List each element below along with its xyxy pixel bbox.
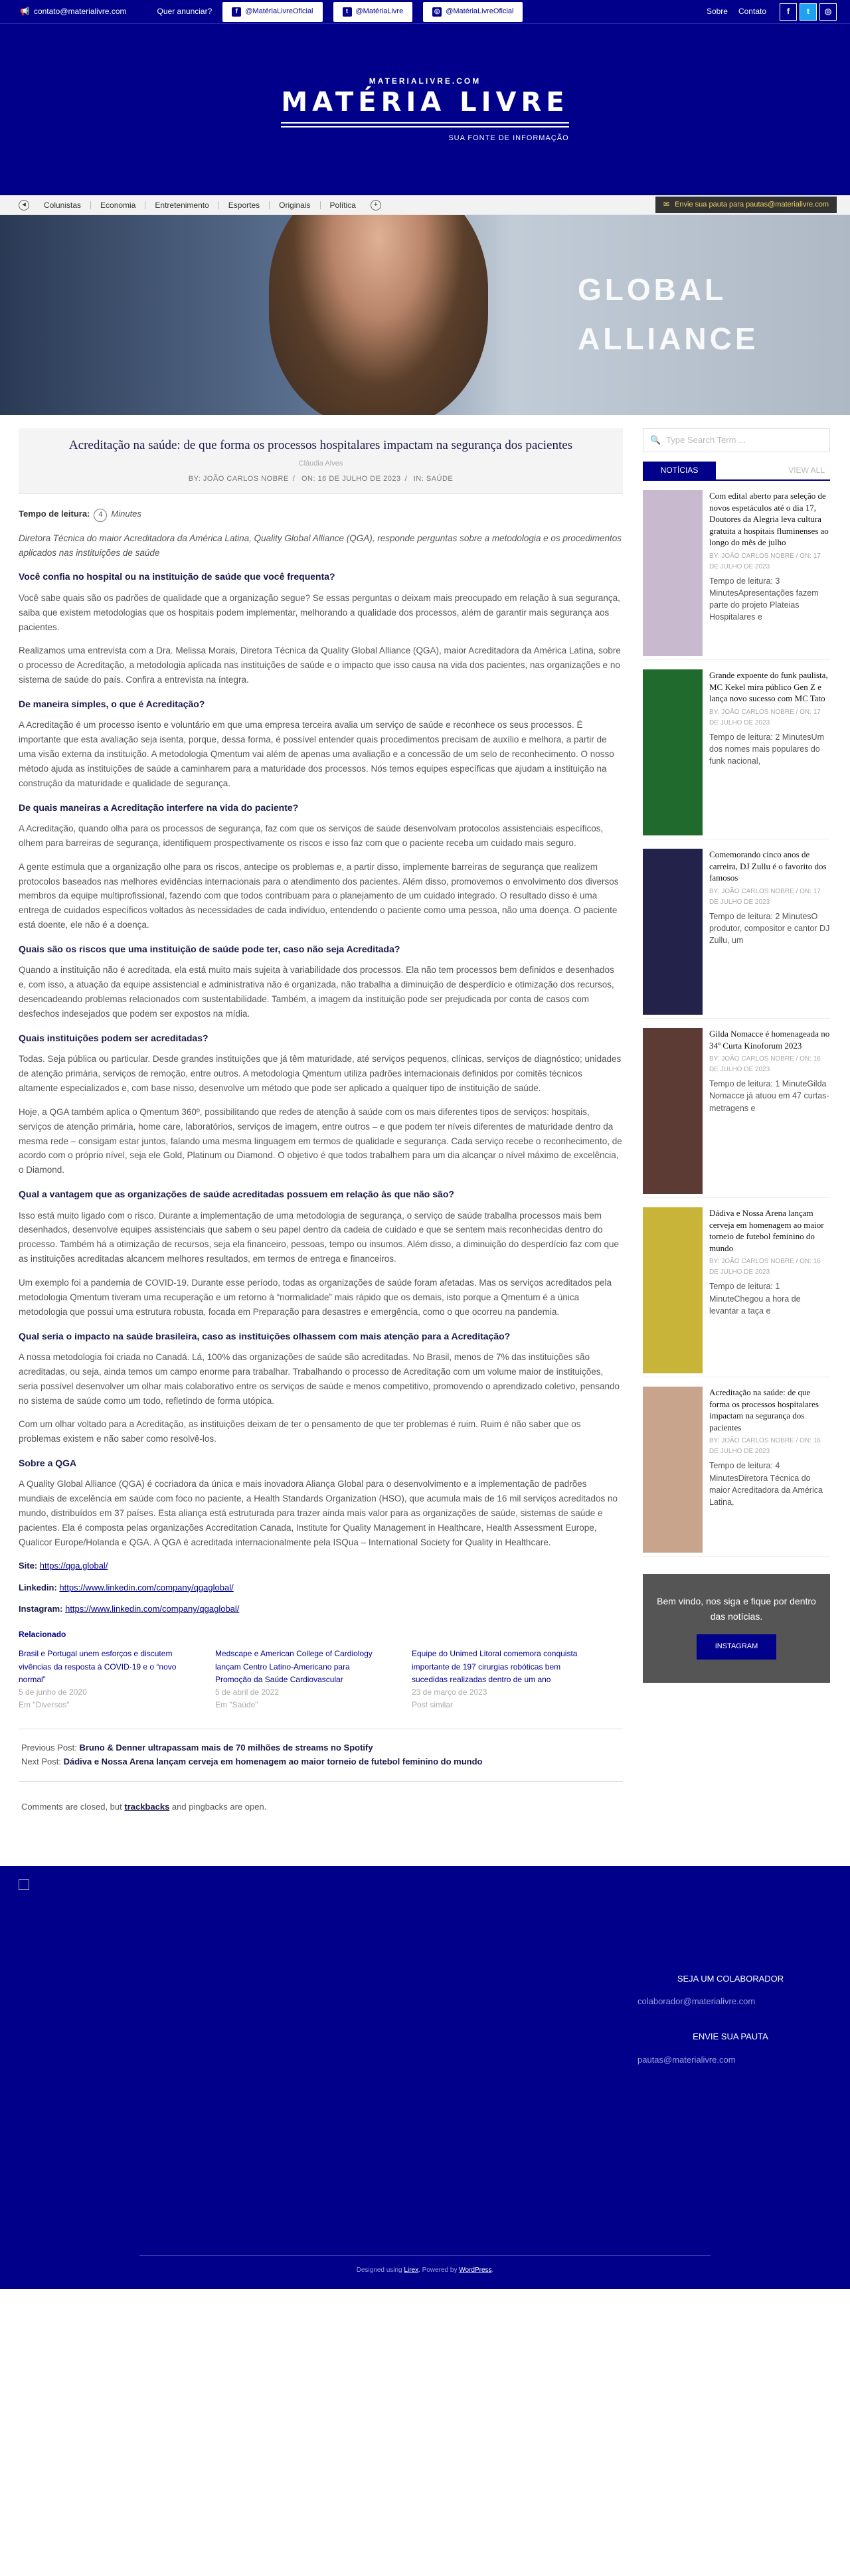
news-excerpt: Tempo de leitura: 2 MinutesO produtor, compositor e cantor DJ Zullu, um — [709, 911, 830, 946]
news-meta: BY: JOÃO CARLOS NOBRE / ON: 16 DE JULHO DE 2023 — [709, 1258, 821, 1276]
news-meta: BY: JOÃO CARLOS NOBRE / ON: 17 DE JULHO DE 2023 — [709, 708, 821, 727]
paragraph: Todas. Seja pública ou particular. Desde grandes instituições que já têm maturidade, até serviços pequenos, clínicas, serviços de diagnóstico; unidades de atenção primária, serviços de remoção, entre outros. A metodologia Qmentum utiliza padrões internacionais definidos por comitês técnicos altamente especializados e, com base nisso, desenvolve um método que pode ser aplicado a qualquer tipo de instituição de saúde. — [19, 1054, 622, 1093]
news-item[interactable] — [643, 839, 830, 1019]
news-excerpt: Tempo de leitura: 1 MinuteGilda Nomacce já atuou em 47 curtas-metragens e — [709, 1079, 829, 1113]
image-credit: Cláudia Alves — [298, 459, 343, 468]
news-thumbnail[interactable] — [643, 1387, 703, 1553]
main-nav — [0, 195, 850, 215]
news-thumbnail[interactable] — [643, 1207, 703, 1373]
news-item[interactable] — [643, 481, 830, 660]
nav-item-esportes[interactable]: Esportes — [219, 201, 270, 209]
news-title[interactable]: Acreditação na saúde: de que forma os processos hospitalares impactam na segurança dos pacientes — [709, 1387, 819, 1432]
paragraph: Isso está muito ligado com o risco. Durante a implementação de uma metodologia de segurança, o serviço de saúde trabalha processos mais bem desenhados, desenvolve equipes assistenciais que sabem o seu papel dentro da cadeia de cuidado e que se sentem mais reconhecidas dentro do processo. Também há a otimização de recursos, seja ela financeiro, pessoas, tempo ou insumos. Além disso, a diminuição do desperdício faz com que as instituições acreditadas alcancem melhores resultados, em termos de entrega e financeiros. — [19, 1210, 619, 1264]
paragraph: A Quality Global Alliance (QGA) é cocriadora da única e mais inovadora Aliança Global para o desenvolvimento e a implementação de padrões mundiais de excelência em saúde com foco no paciente, a Health Standards Organization (HSO), que acumula mais de 16 mil serviços acreditados no mundo, distribuídos em 37 países. Esta aliança está estruturada para trazer ainda mais valor para as organizações de saúde, sistemas de saúde e pacientes. Ela é composta pelas organizações Accreditation Canada, Institute for Quality Management in Healthcare, Health Assessment Europe, Qualicor Europe/Holanda e QGA. A QGA é acreditada internacionalmente pela ISQua – International Society for Quality in Healthcare. — [19, 1479, 618, 1547]
site-link-row: Site: https://qga.global/ — [19, 1560, 108, 1571]
related-link[interactable]: Equipe do Unimed Litoral comemora conquista importante de 197 cirurgias robóticas bem sucedidas realizadas dentro de um ano — [412, 1649, 578, 1684]
related-title: Relacionado — [19, 1630, 66, 1640]
news-meta: BY: JOÃO CARLOS NOBRE / ON: 17 DE JULHO DE 2023 — [709, 552, 821, 570]
heading: Qual seria o impacto na saúde brasileira, caso as instituições olhassem com mais atenção para a Acreditação? — [19, 1330, 511, 1341]
related-link[interactable]: Brasil e Portugal unem esforços e discutem vivências da resposta à COVID-19 e o “novo normal” — [19, 1649, 177, 1684]
twitter-icon[interactable]: t — [800, 3, 817, 21]
news-excerpt: Tempo de leitura: 4 MinutesDiretora Técnica do maior Acreditadora da América Latina, — [709, 1461, 823, 1507]
news-thumbnail[interactable] — [643, 1028, 703, 1194]
news-thumbnail[interactable] — [643, 849, 703, 1015]
news-item[interactable] — [643, 1019, 830, 1198]
paragraph: Você sabe quais são os padrões de qualidade que a organização segue? Se essas perguntas o deixam mais preocupado em relação à sua segurança, saiba que existem metodologias que os hospitais podem implementar, melhorando a qualidade dos processos, além de garantir mais segurança aos pacientes. — [19, 592, 620, 632]
news-item[interactable] — [643, 1377, 830, 1557]
heading: Quais são os riscos que uma instituição de saúde pode ter, caso não seja Acreditada? — [19, 944, 400, 955]
paragraph: A Acreditação é um processo isento e voluntário em que uma empresa terceira avalia um serviço de saúde e reconhece os seus processos. É importante que esta avaliação seja isenta, porque, dessa forma, é possível entender quais procedimentos precisam de auxílio e melhora, a partir de uma visão externa da instituição. A metodologia Qmentum vai além de apenas uma avaliação e a concessão de um selo de reconhecimento. O nosso método ajuda as instituições de saúde a caminharem para a maturidade dos processos. Nós temos equipes específicas que ajudam a instituição na construção da maturidade e qualidade de segurança. — [19, 720, 614, 788]
post-author[interactable]: BY: JOÃO CARLOS NOBRE — [188, 475, 289, 483]
linkedin-link-row: Linkedin: https://www.linkedin.com/company/qgaglobal/ — [19, 1582, 234, 1592]
nav-item-originais[interactable]: Originais — [270, 201, 320, 209]
search-icon: 🔍 — [650, 434, 661, 445]
heading: De maneira simples, o que é Acreditação? — [19, 698, 205, 709]
instagram-link[interactable]: https://www.linkedin.com/company/qgaglobal/ — [65, 1604, 240, 1614]
post-category[interactable]: IN: SAÚDE — [413, 475, 454, 483]
mail-icon: ✉ — [663, 200, 670, 209]
site-link[interactable]: https://qga.global/ — [39, 1560, 108, 1571]
facebook-button[interactable]: f @MatériaLivreOficial — [222, 2, 322, 22]
paragraph: Quando a instituição não é acreditada, ela está muito mais sujeita à variabilidade dos processos. Ela não tem processos bem definidos e desenhados e, com isso, a atuação da equipe assistencial e administrativa não é organizada, não trabalha a diminuição de desperdício e otimização dos recursos, desencadeando problemas relacionados com sustentabilidade. Também, a imagem da instituição pode ser prejudicada por conta de casos com desfechos indesejados que podem ser expostos na mídia. — [19, 965, 614, 1019]
article-column — [19, 428, 623, 1840]
news-title[interactable]: Dádiva e Nossa Arena lançam cerveja em homenagem ao maior torneio de futebol feminino do mundo — [709, 1208, 824, 1253]
quer-anunciar-link[interactable]: Quer anunciar? — [157, 6, 212, 16]
follow-box: Bem vindo, nos siga e fique por dentro das notícias. INSTAGRAM — [643, 1574, 830, 1683]
contato-link[interactable]: Contato — [738, 6, 766, 16]
pauta-email[interactable]: pautas@materialivre.com — [638, 2055, 736, 2065]
twitter-button[interactable]: t @MatériaLivre — [333, 2, 413, 22]
news-thumbnail[interactable] — [643, 490, 703, 656]
news-item[interactable] — [643, 1198, 830, 1377]
instagram-icon[interactable]: ◎ — [819, 3, 837, 21]
person-photo — [269, 215, 488, 415]
next-post-link[interactable]: Dádiva e Nossa Arena lançam cerveja em homenagem ao maior torneio de futebol feminino do mundo — [63, 1757, 483, 1767]
nav-item-entretenimento[interactable]: Entretenimento — [145, 201, 218, 209]
nav-left-icon[interactable]: ◂ — [19, 200, 29, 211]
nav-item-politica[interactable]: Política — [329, 200, 356, 210]
pauta-banner[interactable]: ✉ Envie sua pauta para pautas@materialivre.com — [655, 197, 837, 214]
heading: Você confia no hospital ou na instituição de saúde que você frequenta? — [19, 571, 335, 582]
view-all-link[interactable]: VIEW ALL — [788, 466, 825, 475]
news-thumbnail[interactable] — [643, 669, 703, 835]
collaborator-email[interactable]: colaborador@materialivre.com — [638, 1996, 756, 2007]
post-header — [19, 428, 623, 494]
sobre-link[interactable]: Sobre — [706, 6, 728, 16]
instagram-follow-button[interactable]: INSTAGRAM — [697, 1634, 777, 1660]
news-meta: BY: JOÃO CARLOS NOBRE / ON: 16 DE JULHO DE 2023 — [709, 1055, 821, 1074]
paragraph: A gente estimula que a organização olhe para os riscos, antecipe os problemas e, a partir disso, implemente barreiras de segurança que realizem protocolos baseados nas melhores evidências internacionais para o atendimento dos pacientes. Além disso, promovemos o envolvimento dos diversos membros da equipe multiprofissional, fazendo com que todos contribuam para o planejamento de um cuidado integrado. O resultado disso é uma entrega de cuidados específicos voltados às necessidades de cada indivíduo, entendendo o paciente como uma pessoa, não uma doença. O paciente está doente, ele não é a doença. — [19, 861, 619, 930]
paragraph: Um exemplo foi a pandemia de COVID-19. Durante esse período, todas as organizações de saúde foram afetadas. Mas os serviços acreditados pela metodologia Qmentum tiveram uma recuperação e um retorno à “normalidade” mais rápido que os demais, isto porque a Qmentum é a única metodologia que possui uma estrutura robusta, focada em Preparação para desastres e emergência, como o que ocorreu na pandemia. — [19, 1277, 612, 1317]
search-input[interactable]: 🔍 Type Search Term ... — [643, 428, 830, 452]
paragraph: A Acreditação, quando olha para os processos de segurança, faz com que os serviços de saúde desenvolvam protocolos assistenciais específicos, olhem para barreiras de segurança, identifiquem prospectivamente os riscos e isso faz com que o paciente receba um cuidado mais seguro. — [19, 823, 604, 848]
news-meta: BY: JOÃO CARLOS NOBRE / ON: 17 DE JULHO DE 2023 — [709, 887, 821, 906]
instagram-link-row: Instagram: https://www.linkedin.com/company/qgaglobal/ — [19, 1604, 240, 1614]
footer-credits: Designed using Lirex. Powered by WordPress. — [139, 2255, 711, 2276]
article-body — [19, 494, 623, 1840]
news-title[interactable]: Grande expoente do funk paulista, MC Kekel mira público Gen Z e lança novo sucesso com MC Tato — [709, 670, 828, 704]
news-title[interactable]: Com edital aberto para seleção de novos espetáculos até o dia 17, Doutores da Alegria leva cultura gratuita a hospitais fluminenses ao longo do mês de julho — [709, 491, 829, 548]
banner-text: GLOBAL ALLIANCE — [578, 272, 759, 356]
post-meta: BY: JOÃO CARLOS NOBRE / ON: 16 DE JULHO DE 2023 / IN: SAÚDE — [188, 475, 454, 483]
twitter-icon: t — [343, 7, 352, 17]
related-link[interactable]: Medscape e American College of Cardiology lançam Centro Latino-Americano para Promoção da Saúde Cardiovascular — [215, 1649, 373, 1684]
intro: Diretora Técnica do maior Acreditadora da América Latina, Quality Global Alliance (QGA), responde perguntas sobre a metodologia e os procedimentos aplicados nas instituições de saúde — [19, 533, 622, 558]
paragraph: A nossa metodologia foi criada no Canadá. Lá, 100% das organizações de saúde são acreditadas. No Brasil, menos de 7% das instituições são acreditadas, ou seja, ainda temos um campo enorme para trabalhar. Trabalhando o processo de Acreditação com um volume maior de instituições, seria possível desenvolver um olhar mais colaborativo entre os serviços de saúde e menos competitivo, promovendo o aprendizado coletivo, pensando no sistema de saúde como um todo, refletindo de forma utópica. — [19, 1351, 620, 1406]
megaphone-icon: 📢 — [20, 6, 30, 16]
related-item: Brasil e Portugal unem esforços e discutem vivências da resposta à COVID-19 e o “novo normal” 5 de junho de 2020 Em "Diversos" — [19, 1649, 177, 1710]
related-posts — [19, 1648, 623, 1711]
news-excerpt: Tempo de leitura: 1 MinuteChegou a hora de levantar a taça e — [709, 1282, 801, 1316]
post-date: ON: 16 DE JULHO DE 2023 — [301, 475, 401, 483]
featured-image — [0, 215, 850, 415]
news-title[interactable]: Gilda Nomacce é homenageada no 34º Curta Kinoforum 2023 — [709, 1029, 830, 1051]
site-footer — [0, 1866, 850, 2289]
heading: De quais maneiras a Acreditação interfere na vida do paciente? — [19, 802, 299, 813]
trackbacks-link[interactable]: trackbacks — [124, 1801, 170, 1812]
lirex-link[interactable]: Lirex — [404, 2266, 419, 2274]
nav-item-colunistas[interactable]: Colunistas — [35, 201, 91, 209]
news-meta: BY: JOÃO CARLOS NOBRE / ON: 16 DE JULHO DE 2023 — [709, 1437, 821, 1456]
wordpress-link[interactable]: WordPress — [459, 2266, 492, 2274]
top-bar — [0, 0, 850, 24]
nav-item-economia[interactable]: Economia — [91, 201, 145, 209]
linkedin-link[interactable]: https://www.linkedin.com/company/qgaglobal/ — [59, 1582, 234, 1592]
news-item[interactable] — [643, 660, 830, 839]
post-navigation: Previous Post: Bruno & Denner ultrapassam mais de 70 milhões de streams no Spotify Next Post: Dádiva e Nossa Arena lançam cerveja em homenagem ao maior torneio de futebol feminino do mundo — [19, 1729, 623, 1782]
facebook-icon[interactable]: f — [780, 3, 797, 21]
tab-noticias[interactable]: NOTÍCIAS — [643, 462, 716, 479]
heading: Qual a vantagem que as organizações de saúde acreditadas possuem em relação às que não são? — [19, 1189, 454, 1200]
paragraph: Com um olhar voltado para a Acreditação, as instituições deixam de ter o pensamento de que ter problemas é ruim. Ruim é não saber que os problemas existem e não saber como resolvê-los. — [19, 1419, 581, 1444]
related-item: Equipe do Unimed Litoral comemora conquista importante de 197 cirurgias robóticas bem sucedidas realizadas dentro de um ano 23 de março de 2023 Post similar — [412, 1649, 578, 1710]
sidebar-tabs — [643, 462, 830, 481]
footer-image-placeholder — [19, 1879, 29, 1890]
paragraph: Hoje, a QGA também aplica o Qmentum 360º, possibilitando que redes de atenção à saúde com os mais diferentes tipos de serviços: hospitais, serviços de atenção primária, home care, laboratórios, serviços de imagem, entre outros – e que podem ter níveis diferentes de maturidade dentro da mesma rede – consigam estar juntos, falando uma mesma linguagem em termos de qualidade e segurança. Cada serviço recebe o reconhecimento, de acordo com o próprio nível, seja ele Gold, Platinum ou Diamond. O objetivo é que todos trabalhem para um dia alcançar o nível máximo de excelência, o Diamond. — [19, 1106, 622, 1175]
instagram-button[interactable]: ◎ @MatériaLivreOficial — [423, 2, 523, 22]
news-title[interactable]: Comemorando cinco anos de carreira, DJ Zullu é o favorito dos famosos — [709, 849, 827, 883]
heading: Sobre a QGA — [19, 1458, 77, 1469]
site-header — [0, 24, 850, 195]
news-excerpt: Tempo de leitura: 3 MinutesApresentações fazem parte do projeto Plateias Hospitalares e — [709, 576, 819, 622]
facebook-icon: f — [232, 7, 241, 17]
nav-plus-icon[interactable]: + — [371, 200, 381, 211]
comments-closed: Comments are closed, but trackbacks and pingbacks are open. — [21, 1801, 267, 1812]
previous-post-link[interactable]: Bruno & Denner ultrapassam mais de 70 milhões de streams no Spotify — [79, 1743, 373, 1753]
news-excerpt: Tempo de leitura: 2 MinutesUm dos nomes mais populares do funk nacional, — [709, 732, 824, 766]
paragraph: Realizamos uma entrevista com a Dra. Melissa Morais, Diretora Técnica da Quality Global Alliance (QGA), maior Acreditadora da América Latina, sobre o processo de Acreditação, a metodologia aplicada nas instituições de saúde e o impacto que isso causa na vida dos pacientes, nas organizações e no sistema de saúde do país. Confira a entrevista na íntegra. — [19, 645, 621, 685]
sidebar — [643, 428, 830, 1840]
heading: Quais instituições podem ser acreditadas? — [19, 1032, 209, 1043]
footer-contact: SEJA UM COLABORADOR colaborador@materialivre.com ENVIE SUA PAUTA pautas@materialivre.com — [638, 1972, 823, 2089]
post-title: Acreditação na saúde: de que forma os processos hospitalares impactam na segurança dos pacientes — [68, 438, 573, 452]
reading-time: Tempo de leitura: 4 Minutes — [19, 507, 623, 522]
related-item: Medscape e American College of Cardiology lançam Centro Latino-Americano para Promoção da Saúde Cardiovascular 5 de abril de 2022 Em "Saúde" — [215, 1649, 373, 1710]
contact-email[interactable]: contato@materialivre.com — [33, 6, 127, 16]
instagram-icon: ◎ — [432, 7, 442, 17]
site-logo[interactable]: MATERIALIVRE.COM MATÉRIA LIVRE SUA FONTE DE INFORMAÇÃO — [281, 76, 569, 142]
